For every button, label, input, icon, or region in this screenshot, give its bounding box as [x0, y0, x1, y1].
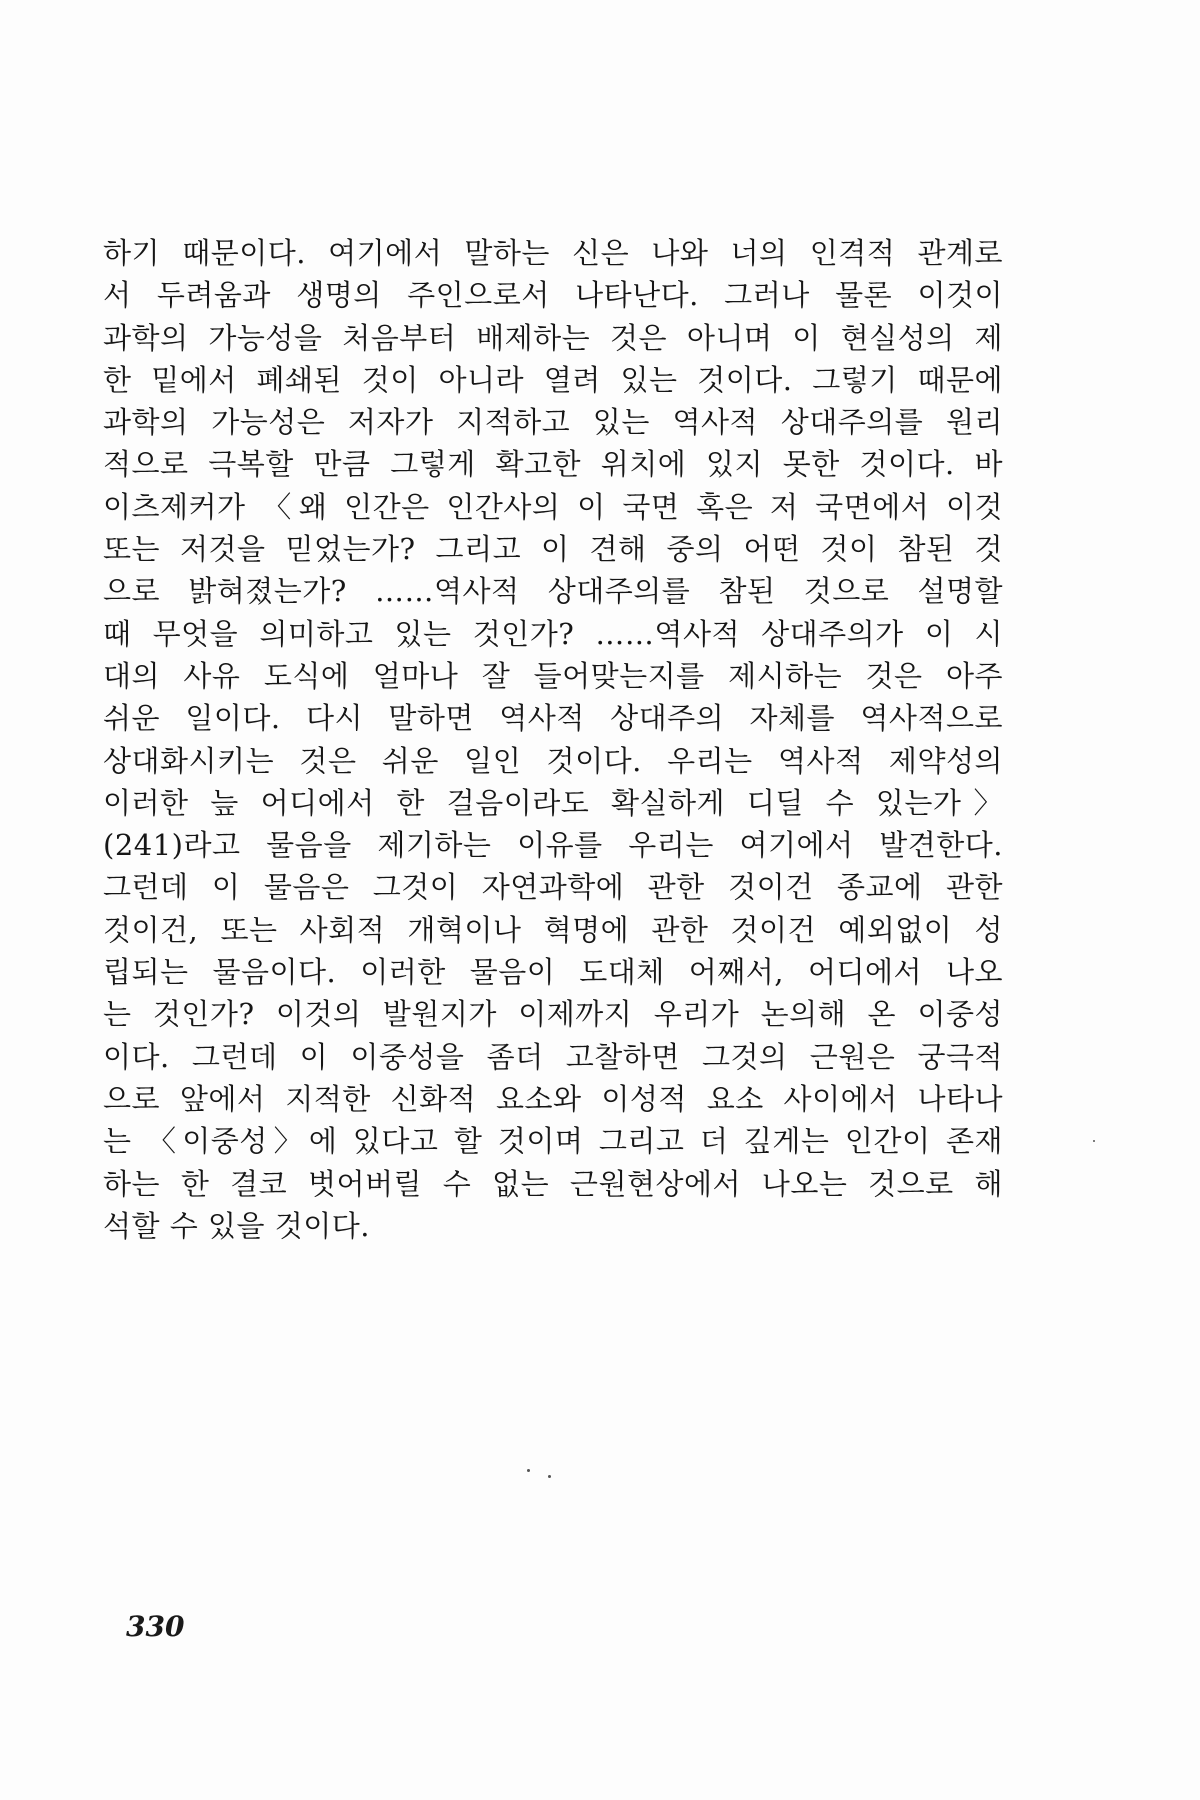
text-line: 쉬운 일이다. 다시 말하면 역사적 상대주의 자체를 역사적으로	[103, 701, 1003, 736]
scan-speck	[1093, 1140, 1095, 1142]
text-line: 이츠제커가 〈왜 인간은 인간사의 이 국면 혹은 저 국면에서 이것	[103, 489, 1003, 524]
text-line: 하는 한 결코 벗어버릴 수 없는 근원현상에서 나오는 것으로 해	[103, 1166, 1003, 1201]
text-line: 과학의 가능성은 저자가 지적하고 있는 역사적 상대주의를 원리	[103, 405, 1003, 440]
text-line: 서 두려움과 생명의 주인으로서 나타난다. 그러나 물론 이것이	[103, 278, 1003, 313]
text-line: 한 밑에서 폐쇄된 것이 아니라 열려 있는 것이다. 그렇기 때문에	[103, 362, 1003, 397]
text-line: 것이건, 또는 사회적 개혁이나 혁명에 관한 것이건 예외없이 성	[103, 912, 1003, 947]
text-line: 때 무엇을 의미하고 있는 것인가? ……역사적 상대주의가 이 시	[103, 616, 1003, 651]
text-line: 이러한 늪 어디에서 한 걸음이라도 확실하게 디딜 수 있는가〉	[103, 785, 1003, 820]
text-line: 상대화시키는 것은 쉬운 일인 것이다. 우리는 역사적 제약성의	[103, 743, 1003, 778]
text-line: 으로 앞에서 지적한 신화적 요소와 이성적 요소 사이에서 나타나	[103, 1081, 1003, 1116]
text-line: 이다. 그런데 이 이중성을 좀더 고찰하면 그것의 근원은 궁극적	[103, 1039, 1003, 1074]
text-line: 과학의 가능성을 처음부터 배제하는 것은 아니며 이 현실성의 제	[103, 320, 1003, 355]
scan-speck	[527, 1469, 530, 1472]
text-line: 립되는 물음이다. 이러한 물음이 도대체 어째서, 어디에서 나오	[103, 955, 1003, 990]
text-line: 하기 때문이다. 여기에서 말하는 신은 나와 너의 인격적 관계로	[103, 236, 1003, 270]
scan-speck	[548, 1475, 551, 1478]
text-line: (241)라고 물음을 제기하는 이유를 우리는 여기에서 발견한다.	[103, 828, 1003, 863]
text-line: 으로 밝혀졌는가? ……역사적 상대주의를 참된 것으로 설명할	[103, 574, 1003, 609]
body-paragraph	[103, 232, 1003, 1247]
text-line: 적으로 극복할 만큼 그렇게 확고한 위치에 있지 못한 것이다. 바	[103, 447, 1003, 482]
text-line: 대의 사유 도식에 얼마나 잘 들어맞는지를 제시하는 것은 아주	[103, 658, 1003, 693]
text-line: 또는 저것을 믿었는가? 그리고 이 견해 중의 어떤 것이 참된 것	[103, 532, 1003, 567]
page-number: 330	[126, 1610, 185, 1643]
text-line: 그런데 이 물음은 그것이 자연과학에 관한 것이건 종교에 관한	[103, 870, 1003, 905]
text-line: 석할 수 있을 것이다.	[103, 1208, 370, 1243]
text-line: 는 〈이중성〉에 있다고 할 것이며 그리고 더 깊게는 인간이 존재	[103, 1124, 1003, 1159]
text-line: 는 것인가? 이것의 발원지가 이제까지 우리가 논의해 온 이중성	[103, 997, 1003, 1032]
